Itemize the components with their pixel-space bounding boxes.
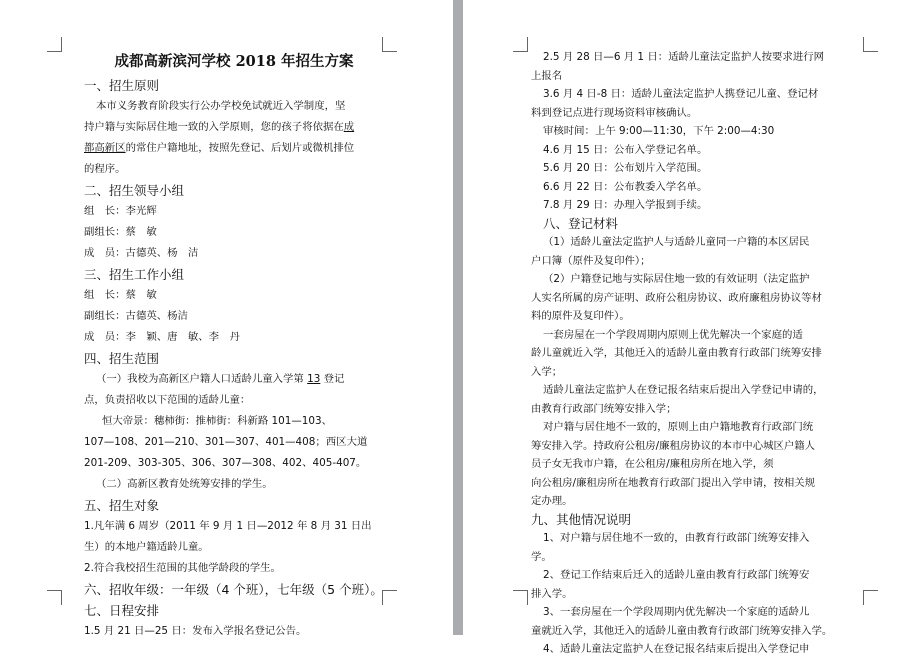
paragraph-line: 由教育行政部门统筹安排入学； <box>531 402 677 415</box>
section-heading: 九、其他情况说明 <box>531 511 632 527</box>
paragraph-line: 2、登记工作结束后迁入的适龄儿童由教育行政部门统筹安 <box>543 569 810 581</box>
crop-mark <box>47 590 62 605</box>
paragraph-line: 2.符合我校招生范围的其他学龄段的学生。 <box>84 562 281 574</box>
paragraph-line: 员子女无我市户籍，在公租房/廉租房所在地入学，须 <box>531 458 774 470</box>
paragraph-line: （二）高新区教育处统筹安排的学生。 <box>96 478 273 490</box>
paragraph-line: 入学； <box>531 365 563 378</box>
document-title: 成都高新滨河学校 2018 年招生方案 <box>114 53 354 70</box>
paragraph-line: 本市义务教育阶段实行公办学校免试就近入学制度，坚 <box>96 100 346 112</box>
paragraph-line: 定办理。 <box>531 495 573 507</box>
member-row: 组 长：李光辉 <box>84 205 157 217</box>
page-right <box>463 0 917 655</box>
section-heading: 四、招生范围 <box>84 351 160 366</box>
member-row: 副组长：古德英、杨洁 <box>84 310 188 322</box>
paragraph-line: 3、一套房屋在一个学段周期内优先解决一个家庭的适龄儿 <box>543 606 810 618</box>
section-heading: 五、招生对象 <box>84 498 160 513</box>
paragraph-line: 向公租房/廉租房所在地教育行政部门提出入学申请，按相关规 <box>531 476 816 489</box>
crop-mark <box>382 590 397 605</box>
paragraph-line: 一套房屋在一个学段周期内原则上优先解决一个家庭的适 <box>543 328 803 341</box>
paragraph-line: 人实名所属的房产证明、政府公租房协议、政府廉租房协议等材 <box>531 291 822 304</box>
paragraph-line: 201-209、303-305、306、307—308、402、405-407。 <box>84 457 367 469</box>
paragraph-line: 1.凡年满 6 周岁（2011 年 9 月 1 日—2012 年 8 月 31 日出 <box>84 520 372 532</box>
paragraph-line: 上报名 <box>531 69 563 82</box>
paragraph-line: 生）的本地户籍适龄儿童。 <box>84 541 209 553</box>
section-heading: 一、招生原则 <box>84 78 160 93</box>
paragraph-line: 的程序。 <box>84 163 126 175</box>
paragraph-line: （2）户籍登记地与实际居住地一致的有效证明（法定监护 <box>543 273 810 285</box>
crop-mark <box>47 37 62 52</box>
paragraph-line: 对户籍与居住地不一致的，原则上由户籍地教育行政部门统 <box>543 421 814 433</box>
paragraph-line: 4.6 月 15 日：公布入学登记名单。 <box>543 143 708 156</box>
paragraph-line: 户口簿（原件及复印件）； <box>531 254 651 267</box>
paragraph-line: 排入学。 <box>531 587 573 600</box>
right-page-content <box>531 48 859 659</box>
section-heading: 八、登记材料 <box>543 215 619 231</box>
paragraph-line: （一）我校为高新区户籍人口适龄儿童入学第 13 登记 <box>96 373 345 385</box>
paragraph-line: 2.5 月 28 日—6 月 1 日：适龄儿童法定监护人按要求进行网 <box>543 51 824 63</box>
paragraph-line: 4、适龄儿童法定监护人在登记报名结束后提出入学登记申 <box>543 643 810 655</box>
paragraph-line: 学。 <box>531 550 552 563</box>
crop-mark <box>863 37 878 52</box>
crop-mark <box>382 37 397 52</box>
paragraph-line: 7.8 月 29 日：办理入学报到手续。 <box>543 199 708 211</box>
section-heading: 三、招生工作小组 <box>84 267 185 282</box>
paragraph-line: 筹安排入学。持政府公租房/廉租房协议的本市中心城区户籍人 <box>531 439 816 452</box>
paragraph-line: 恒大帝景：穗柿街：推柿街：科新路 101—103、 <box>102 415 332 427</box>
crop-mark <box>863 590 878 605</box>
member-row: 组 长：蔡 敏 <box>84 289 157 301</box>
section-heading: 六、招收年级：一年级（4 个班），七年级（5 个班）。 <box>84 582 383 597</box>
paragraph-line: 料到登记点进行现场资料审核确认。 <box>531 106 698 119</box>
paragraph-line: 1、对户籍与居住地不一致的，由教育行政部门统筹安排入 <box>543 532 810 544</box>
paragraph-line: 107—108、201—210、301—307、401—408；西区大道 <box>84 436 368 448</box>
paragraph-line: 童就近入学，其他迁入的适龄儿童由教育行政部门统筹安排入学。 <box>531 624 833 637</box>
crop-mark <box>513 590 528 605</box>
member-row: 副组长：蔡 敏 <box>84 226 157 238</box>
member-row: 成 员：古德英、杨 洁 <box>84 247 199 259</box>
paragraph-line: 3.6 月 4 日-8 日：适龄儿童法定监护人携登记儿童、登记材 <box>543 88 819 100</box>
paragraph-line: 持户籍与实际居住地一致的入学原则，您的孩子将依据在成 <box>84 121 355 133</box>
page-gutter <box>453 0 463 635</box>
paragraph-line: 都高新区的常住户籍地址，按照先登记、后划片或微机排位 <box>84 142 355 154</box>
crop-mark <box>513 37 528 52</box>
page-left <box>0 0 453 635</box>
paragraph-line: 点，负责招收以下范围的适龄儿童： <box>84 394 251 406</box>
section-heading: 二、招生领导小组 <box>84 183 185 198</box>
paragraph-line: 料的原件及复印件）。 <box>531 310 630 322</box>
section-heading: 七、日程安排 <box>84 603 160 618</box>
paragraph-line: 龄儿童就近入学，其他迁入的适龄儿童由教育行政部门统筹安排 <box>531 347 822 359</box>
member-row: 成 员：李 颖、唐 敏、李 丹 <box>84 331 240 343</box>
paragraph-line: 1.5 月 21 日—25 日：发布入学报名登记公告。 <box>84 625 307 637</box>
paragraph-line: 适龄儿童法定监护人在登记报名结束后提出入学登记申请的， <box>543 384 824 396</box>
paragraph-line: 5.6 月 20 日：公布划片入学范围。 <box>543 162 708 174</box>
paragraph-line: （1）适龄儿童法定监护人与适龄儿童同一户籍的本区居民 <box>543 236 810 248</box>
left-page-content <box>84 52 384 642</box>
paragraph-line: 6.6 月 22 日：公布教委入学名单。 <box>543 180 708 193</box>
paragraph-line: 审核时间：上午 9:00—11:30，下午 2:00—4:30 <box>543 125 775 137</box>
